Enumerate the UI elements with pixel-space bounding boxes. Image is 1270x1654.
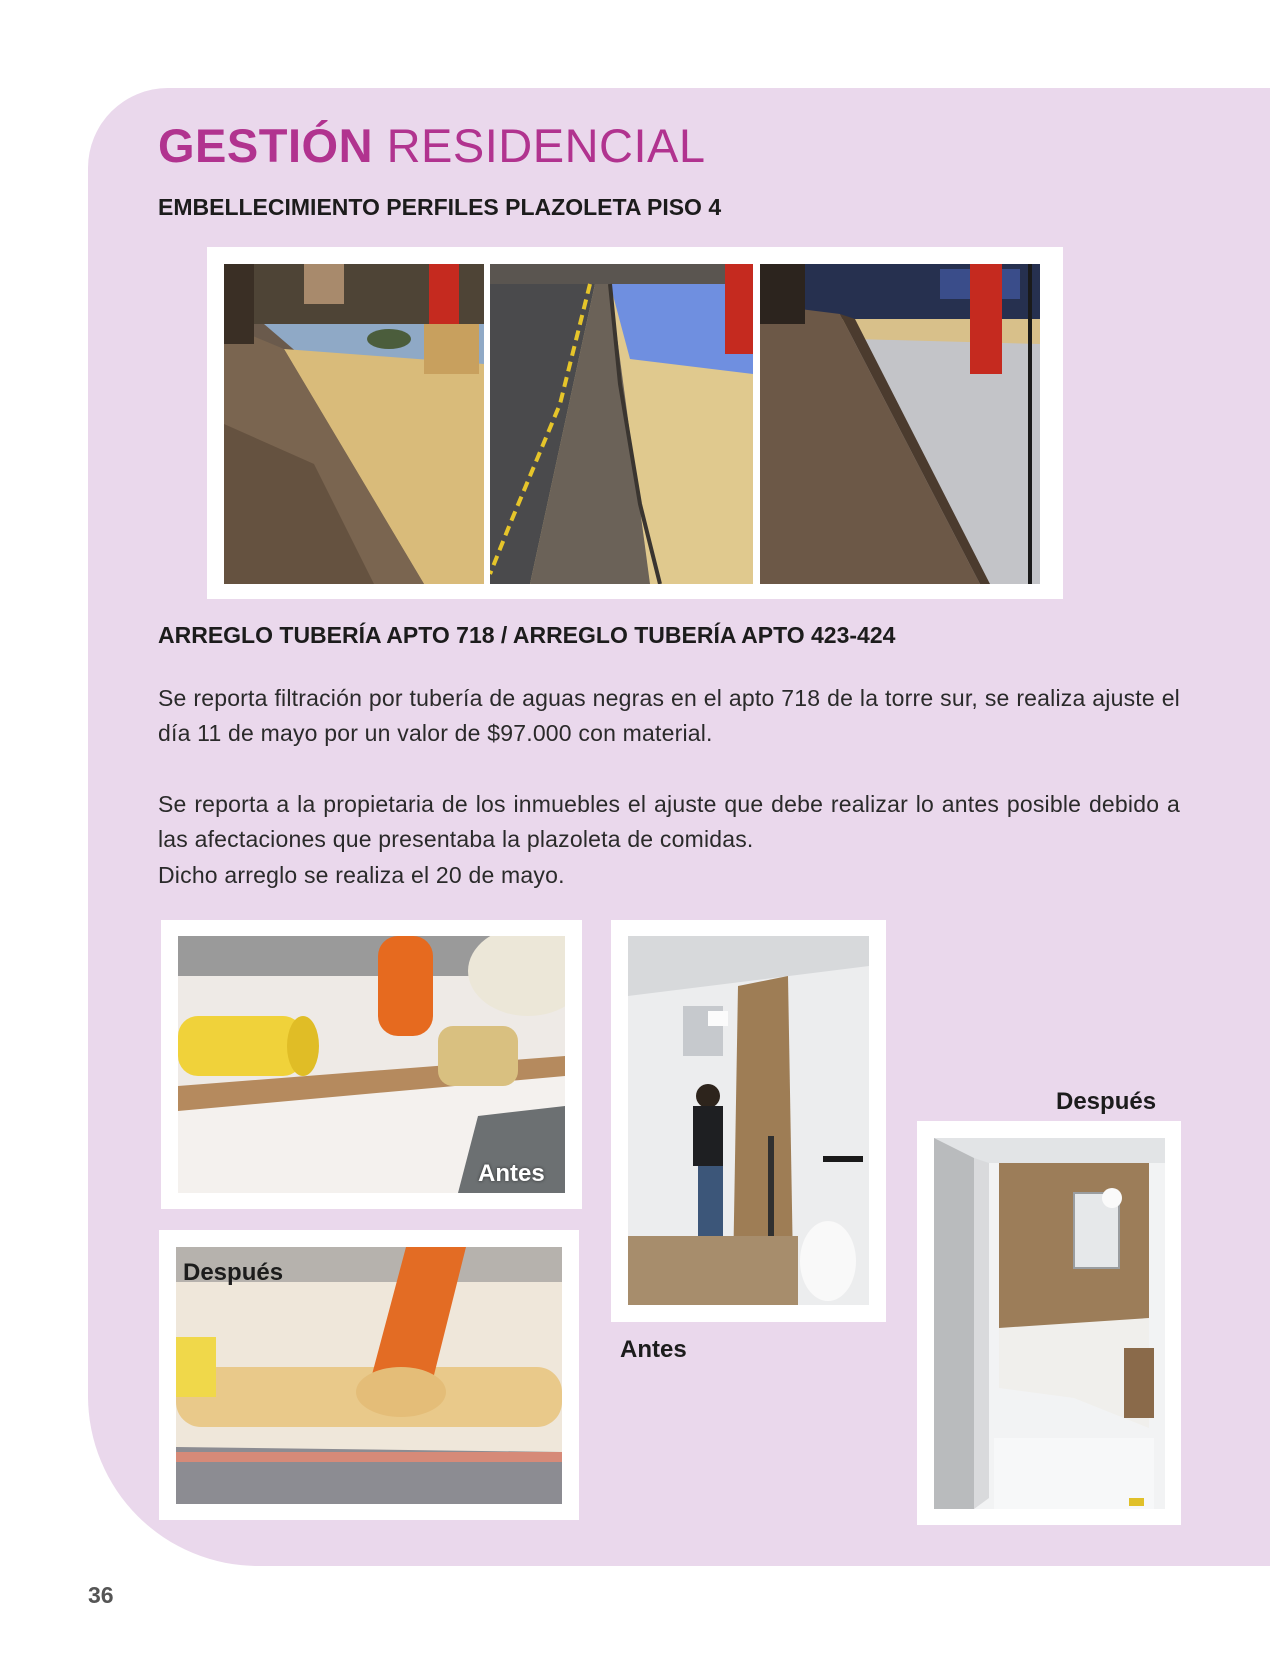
section-heading-perfiles: EMBELLECIMIENTO PERFILES PLAZOLETA PISO 4 [158,194,722,220]
caption-bathroom-before: Antes [620,1336,687,1363]
paragraph-fecha-arreglo: Dicho arreglo se realiza el 20 de mayo. [158,862,565,888]
caption-pipe-after: Después [183,1259,284,1286]
title-strong: GESTIÓN [158,119,374,172]
floor-profile-photo-1 [224,264,484,584]
floor-profile-photo-3 [760,264,1040,584]
page-title [158,118,706,174]
caption-pipe-before: Antes [478,1160,545,1187]
paragraph-propietaria: Se reporta a la propietaria de los inmuebles el ajuste que debe realizar lo antes posible debido a las afectaciones que presentaba la plazoleta de comidas. [158,791,1180,852]
caption-bathroom-after: Después [1056,1088,1157,1115]
floor-profile-photo-2 [490,264,753,584]
page-number: 36 [88,1582,114,1608]
bathroom-after-photo [934,1138,1165,1509]
paragraph-filtracion: Se reporta filtración por tubería de aguas negras en el apto 718 de la torre sur, se realiza ajuste el día 11 de mayo por un valor de $97.000 con material. [158,685,1180,746]
bathroom-before-photo [628,936,869,1305]
pipe-before-photo [178,936,565,1193]
title-light: RESIDENCIAL [386,119,706,172]
section-heading-tuberia: ARREGLO TUBERÍA APTO 718 / ARREGLO TUBERÍA APTO 423-424 [158,622,896,648]
